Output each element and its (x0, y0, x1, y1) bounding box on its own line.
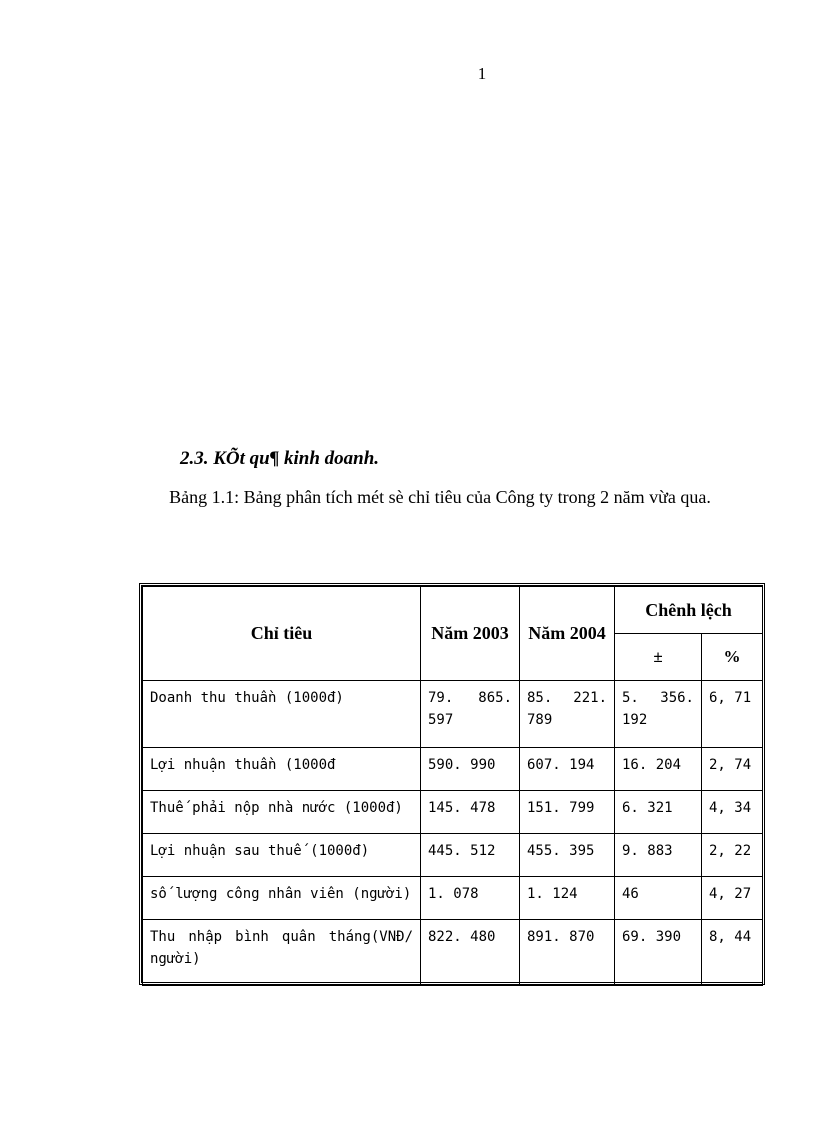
table-caption: Bảng 1.1: Bảng phân tích mét sè chỉ tiêu của Công ty trong 2 năm vừa qua. (169, 487, 711, 507)
table-row (143, 791, 763, 834)
cell-indicator: Thu nhập bình quân tháng(VNĐ/ người) (143, 920, 421, 986)
cell-diff: 16. 204 (615, 748, 702, 791)
cell-2004: 607. 194 (520, 748, 615, 791)
cell-percent: 2, 74 (702, 748, 763, 791)
cell-percent: 4, 27 (702, 877, 763, 920)
section-heading: 2.3. KÕt qu¶ kinh doanh. (180, 448, 380, 469)
header-indicator: Chỉ tiêu (143, 587, 421, 681)
cell-2003: 445. 512 (421, 834, 520, 877)
cell-2003: 822. 480 (421, 920, 520, 986)
cell-diff: 69. 390 (615, 920, 702, 986)
cell-indicator: Lợi nhuận sau thuế (1000đ) (143, 834, 421, 877)
table-row (143, 920, 763, 986)
table-row (143, 748, 763, 791)
cell-percent: 6, 71 (702, 681, 763, 748)
page-number: 1 (477, 64, 487, 83)
cell-2004: 1. 124 (520, 877, 615, 920)
cell-percent: 8, 44 (702, 920, 763, 986)
cell-indicator: Lợi nhuận thuần (1000đ (143, 748, 421, 791)
cell-percent: 4, 34 (702, 791, 763, 834)
header-year-2003: Năm 2003 (421, 587, 520, 681)
table-row (143, 834, 763, 877)
table-row (143, 877, 763, 920)
cell-2003: 590. 990 (421, 748, 520, 791)
cell-diff: 6. 321 (615, 791, 702, 834)
header-percent: % (702, 634, 763, 681)
header-plus-minus: ± (615, 634, 702, 681)
header-difference: Chênh lệch (615, 587, 763, 634)
cell-2003: 145. 478 (421, 791, 520, 834)
cell-2004: 891. 870 (520, 920, 615, 986)
cell-2004: 151. 799 (520, 791, 615, 834)
cell-diff: 46 (615, 877, 702, 920)
cell-diff: 5. 356. 192 (615, 681, 702, 748)
table-row (143, 681, 763, 748)
cell-2004: 455. 395 (520, 834, 615, 877)
cell-2003: 1. 078 (421, 877, 520, 920)
indicator-table (139, 583, 765, 985)
cell-indicator: Doanh thu thuần (1000đ) (143, 681, 421, 748)
cell-indicator: số lượng công nhân viên (người) (143, 877, 421, 920)
cell-indicator: Thuế phải nộp nhà nước (1000đ) (143, 791, 421, 834)
cell-2004: 85. 221. 789 (520, 681, 615, 748)
header-year-2004: Năm 2004 (520, 587, 615, 681)
cell-2003: 79. 865. 597 (421, 681, 520, 748)
cell-diff: 9. 883 (615, 834, 702, 877)
cell-percent: 2, 22 (702, 834, 763, 877)
